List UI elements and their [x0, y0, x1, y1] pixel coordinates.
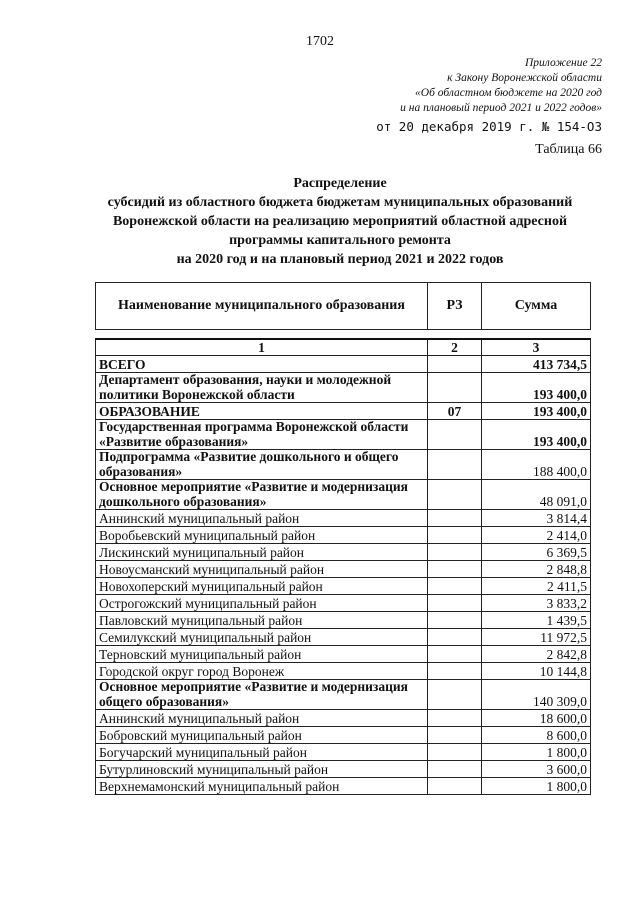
row-name: Новохоперский муниципальный район: [96, 578, 428, 595]
column-number-row: [96, 339, 591, 356]
row-name: ВСЕГО: [96, 356, 428, 373]
row-sum: 1 800,0: [482, 778, 591, 795]
table-row: [96, 629, 591, 646]
row-rz: [428, 761, 482, 778]
row-name: Бутурлиновский муниципальный район: [96, 761, 428, 778]
row-name: Лискинский муниципальный район: [96, 544, 428, 561]
row-rz: [428, 595, 482, 612]
row-name: Богучарский муниципальный район: [96, 744, 428, 761]
table-row: [96, 744, 591, 761]
row-name: Верхнемамонский муниципальный район: [96, 778, 428, 795]
row-name: Подпрограмма «Развитие дошкольного и общего образования»: [96, 450, 428, 480]
subsidy-table: [95, 282, 591, 795]
table-number: Таблица 66: [535, 142, 602, 157]
header-gap: [96, 330, 591, 340]
row-sum: 1 800,0: [482, 744, 591, 761]
law-date: от 20 декабря 2019 г. № 154-ОЗ: [376, 119, 602, 134]
row-name: Основное мероприятие «Развитие и модернизация общего образования»: [96, 680, 428, 710]
row-name: Острогожский муниципальный район: [96, 595, 428, 612]
row-rz: [428, 680, 482, 710]
table-row: [96, 710, 591, 727]
document-title: [60, 174, 620, 269]
row-sum: 10 144,8: [482, 663, 591, 680]
row-sum: 6 369,5: [482, 544, 591, 561]
row-sum: 193 400,0: [482, 403, 591, 420]
row-name: Государственная программа Воронежской области «Развитие образования»: [96, 420, 428, 450]
row-name: Павловский муниципальный район: [96, 612, 428, 629]
row-name: Бобровский муниципальный район: [96, 727, 428, 744]
row-name: Семилукский муниципальный район: [96, 629, 428, 646]
table-row: [96, 510, 591, 527]
row-rz: [428, 420, 482, 450]
row-rz: [428, 663, 482, 680]
appendix-line: и на плановый период 2021 и 2022 годов»: [400, 102, 602, 114]
table-header-row: [96, 283, 591, 330]
header-sum: Сумма: [482, 283, 591, 330]
row-rz: [428, 561, 482, 578]
row-sum: 3 833,2: [482, 595, 591, 612]
row-sum: 11 972,5: [482, 629, 591, 646]
row-rz: [428, 356, 482, 373]
row-sum: 188 400,0: [482, 450, 591, 480]
row-rz: [428, 727, 482, 744]
row-rz: [428, 450, 482, 480]
table-row: [96, 420, 591, 450]
table-row: [96, 778, 591, 795]
header-rz: РЗ: [428, 283, 482, 330]
table-row: [96, 527, 591, 544]
table-row: [96, 544, 591, 561]
row-rz: [428, 578, 482, 595]
table-row: [96, 480, 591, 510]
title-line: Воронежской области на реализацию мероприятий областной адресной: [112, 214, 568, 229]
row-name: Терновский муниципальный район: [96, 646, 428, 663]
table-row: [96, 578, 591, 595]
row-sum: 2 411,5: [482, 578, 591, 595]
column-number: 1: [96, 339, 428, 356]
row-rz: [428, 480, 482, 510]
title-line: на 2020 год и на плановый период 2021 и 2022 годов: [176, 252, 504, 267]
row-sum: 8 600,0: [482, 727, 591, 744]
page-number: 1702: [306, 34, 334, 49]
table-row: [96, 595, 591, 612]
row-rz: [428, 373, 482, 403]
table-row: [96, 356, 591, 373]
row-rz: 07: [428, 403, 482, 420]
row-sum: 140 309,0: [482, 680, 591, 710]
table-row: [96, 761, 591, 778]
row-rz: [428, 646, 482, 663]
row-rz: [428, 629, 482, 646]
row-name: Аннинский муниципальный район: [96, 510, 428, 527]
row-sum: 193 400,0: [482, 420, 591, 450]
row-rz: [428, 544, 482, 561]
appendix-line: «Об областном бюджете на 2020 год: [415, 87, 602, 99]
row-rz: [428, 510, 482, 527]
table-row: [96, 680, 591, 710]
table-row: [96, 727, 591, 744]
row-sum: 413 734,5: [482, 356, 591, 373]
row-rz: [428, 612, 482, 629]
row-rz: [428, 527, 482, 544]
row-name: Основное мероприятие «Развитие и модернизация дошкольного образования»: [96, 480, 428, 510]
row-sum: 193 400,0: [482, 373, 591, 403]
row-name: Новоусманский муниципальный район: [96, 561, 428, 578]
row-sum: 3 600,0: [482, 761, 591, 778]
row-sum: 2 842,8: [482, 646, 591, 663]
table-row: [96, 646, 591, 663]
row-name: Городской округ город Воронеж: [96, 663, 428, 680]
appendix-block: [400, 56, 602, 116]
title-line: Распределение: [293, 176, 387, 191]
row-rz: [428, 778, 482, 795]
row-sum: 2 414,0: [482, 527, 591, 544]
row-rz: [428, 744, 482, 761]
title-line: программы капитального ремонта: [229, 233, 451, 248]
row-sum: 3 814,4: [482, 510, 591, 527]
row-name: Аннинский муниципальный район: [96, 710, 428, 727]
table-row: [96, 561, 591, 578]
row-name: Воробьевский муниципальный район: [96, 527, 428, 544]
table-row: [96, 403, 591, 420]
title-line: субсидий из областного бюджета бюджетам муниципальных образований: [107, 195, 573, 210]
table-row: [96, 373, 591, 403]
row-sum: 1 439,5: [482, 612, 591, 629]
row-name: Департамент образования, науки и молодежной политики Воронежской области: [96, 373, 428, 403]
column-number: 2: [428, 339, 482, 356]
table-row: [96, 663, 591, 680]
header-name: Наименование муниципального образования: [96, 283, 428, 330]
appendix-line: Приложение 22: [524, 57, 602, 69]
table-row: [96, 612, 591, 629]
row-sum: 48 091,0: [482, 480, 591, 510]
row-sum: 18 600,0: [482, 710, 591, 727]
row-sum: 2 848,8: [482, 561, 591, 578]
table-row: [96, 450, 591, 480]
column-number: 3: [482, 339, 591, 356]
appendix-line: к Закону Воронежской области: [447, 72, 602, 84]
row-name: ОБРАЗОВАНИЕ: [96, 403, 428, 420]
row-rz: [428, 710, 482, 727]
